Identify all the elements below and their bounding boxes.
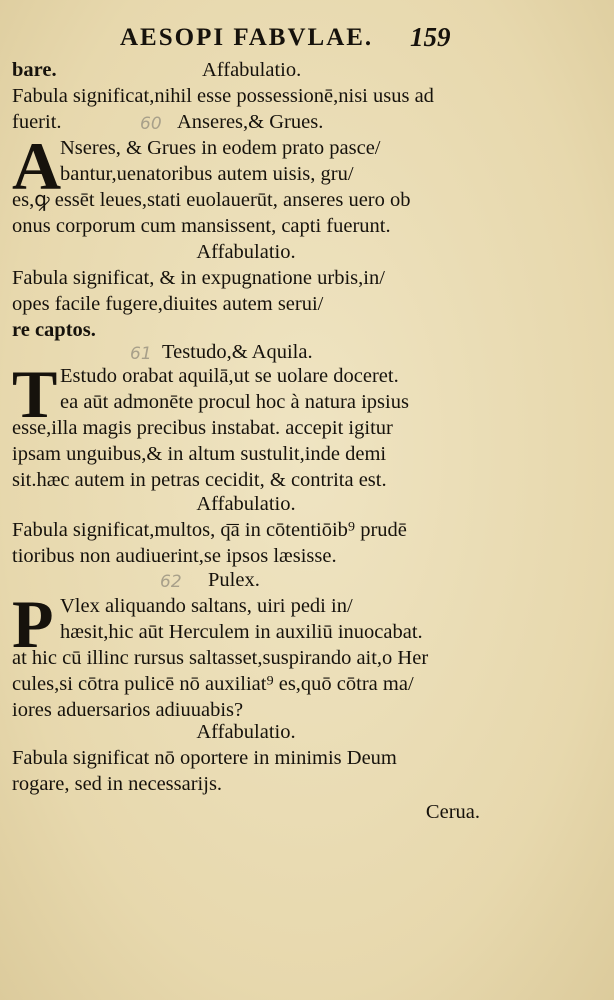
text-line: ipsam unguibus,& in altum sustulit,inde demi — [12, 443, 387, 465]
page-number: 159 — [410, 22, 451, 52]
text-line: iores aduersarios adiuuabis? — [12, 699, 244, 721]
text-line: Fabula significat nō oportere in minimis Deum — [12, 747, 397, 769]
section-heading: Affabulatio. — [202, 59, 302, 81]
text-line — [12, 110, 480, 135]
text-fragment: bare. — [12, 59, 57, 81]
text-line: Vlex aliquando saltans, uiri pedi in/ — [60, 595, 353, 617]
text-line: cules,si cōtra pulicē nō auxiliat⁹ es,quō cōtra ma/ — [12, 673, 414, 695]
text-fragment: fuerit. — [12, 111, 62, 133]
text-line — [12, 58, 480, 83]
page-header — [0, 20, 614, 60]
drop-cap: T — [12, 356, 58, 432]
text-line: Nseres, & Grues in eodem prato pasce/ — [60, 137, 381, 159]
text-line: es,ꝙ essēt leues,stati euolauerūt, anseres uero ob — [12, 189, 411, 211]
text-line: Fabula significat, & in expugnatione urbis,in/ — [12, 267, 385, 289]
text-line: Fabula significat,multos, q͞a in cōtentiōib⁹ prudē — [12, 519, 407, 541]
section-heading: Affabulatio. — [196, 721, 296, 743]
text-line: sit.hæc autem in petras cecidit, & contrita est. — [12, 469, 387, 491]
fable-title: Anseres,& Grues. — [177, 111, 324, 133]
text-line: Fabula significat,nihil esse possessionē,nisi usus ad — [12, 85, 434, 107]
section-heading: Affabulatio. — [196, 241, 296, 263]
margin-note: 60 — [140, 114, 162, 134]
text-line: hæsit,hic aūt Herculem in auxiliū inuocabat. — [60, 621, 423, 643]
running-title: AESOPI FABVLAE. — [120, 24, 374, 51]
text-line: at hic cū illinc rursus saltasset,suspirando ait,o Her — [12, 647, 429, 669]
fable-title: Testudo,& Aquila. — [162, 341, 313, 363]
margin-note: 62 — [160, 572, 182, 592]
drop-cap: A — [12, 128, 62, 204]
text-line: esse,illa magis precibus instabat. accepit igitur — [12, 417, 393, 439]
section-heading: Affabulatio. — [196, 493, 296, 515]
fable-title: Pulex. — [208, 569, 260, 591]
catchword: Cerua. — [425, 801, 480, 823]
text-line: rogare, sed in necessarijs. — [12, 773, 223, 795]
text-line: bantur,uenatoribus autem uisis, gru/ — [60, 163, 354, 185]
text-line: re captos. — [12, 319, 96, 341]
text-line: Estudo orabat aquilā,ut se uolare doceret. — [60, 365, 399, 387]
margin-note: 61 — [130, 344, 152, 364]
text-line: onus corporum cum mansissent, capti fuerunt. — [12, 215, 391, 237]
text-line: ea aūt admonēte procul hoc à natura ipsius — [60, 391, 409, 413]
drop-cap: P — [12, 586, 54, 662]
text-line: tioribus non audiuerint,se ipsos læsisse. — [12, 545, 337, 567]
text-line: opes facile fugere,diuites autem serui/ — [12, 293, 324, 315]
